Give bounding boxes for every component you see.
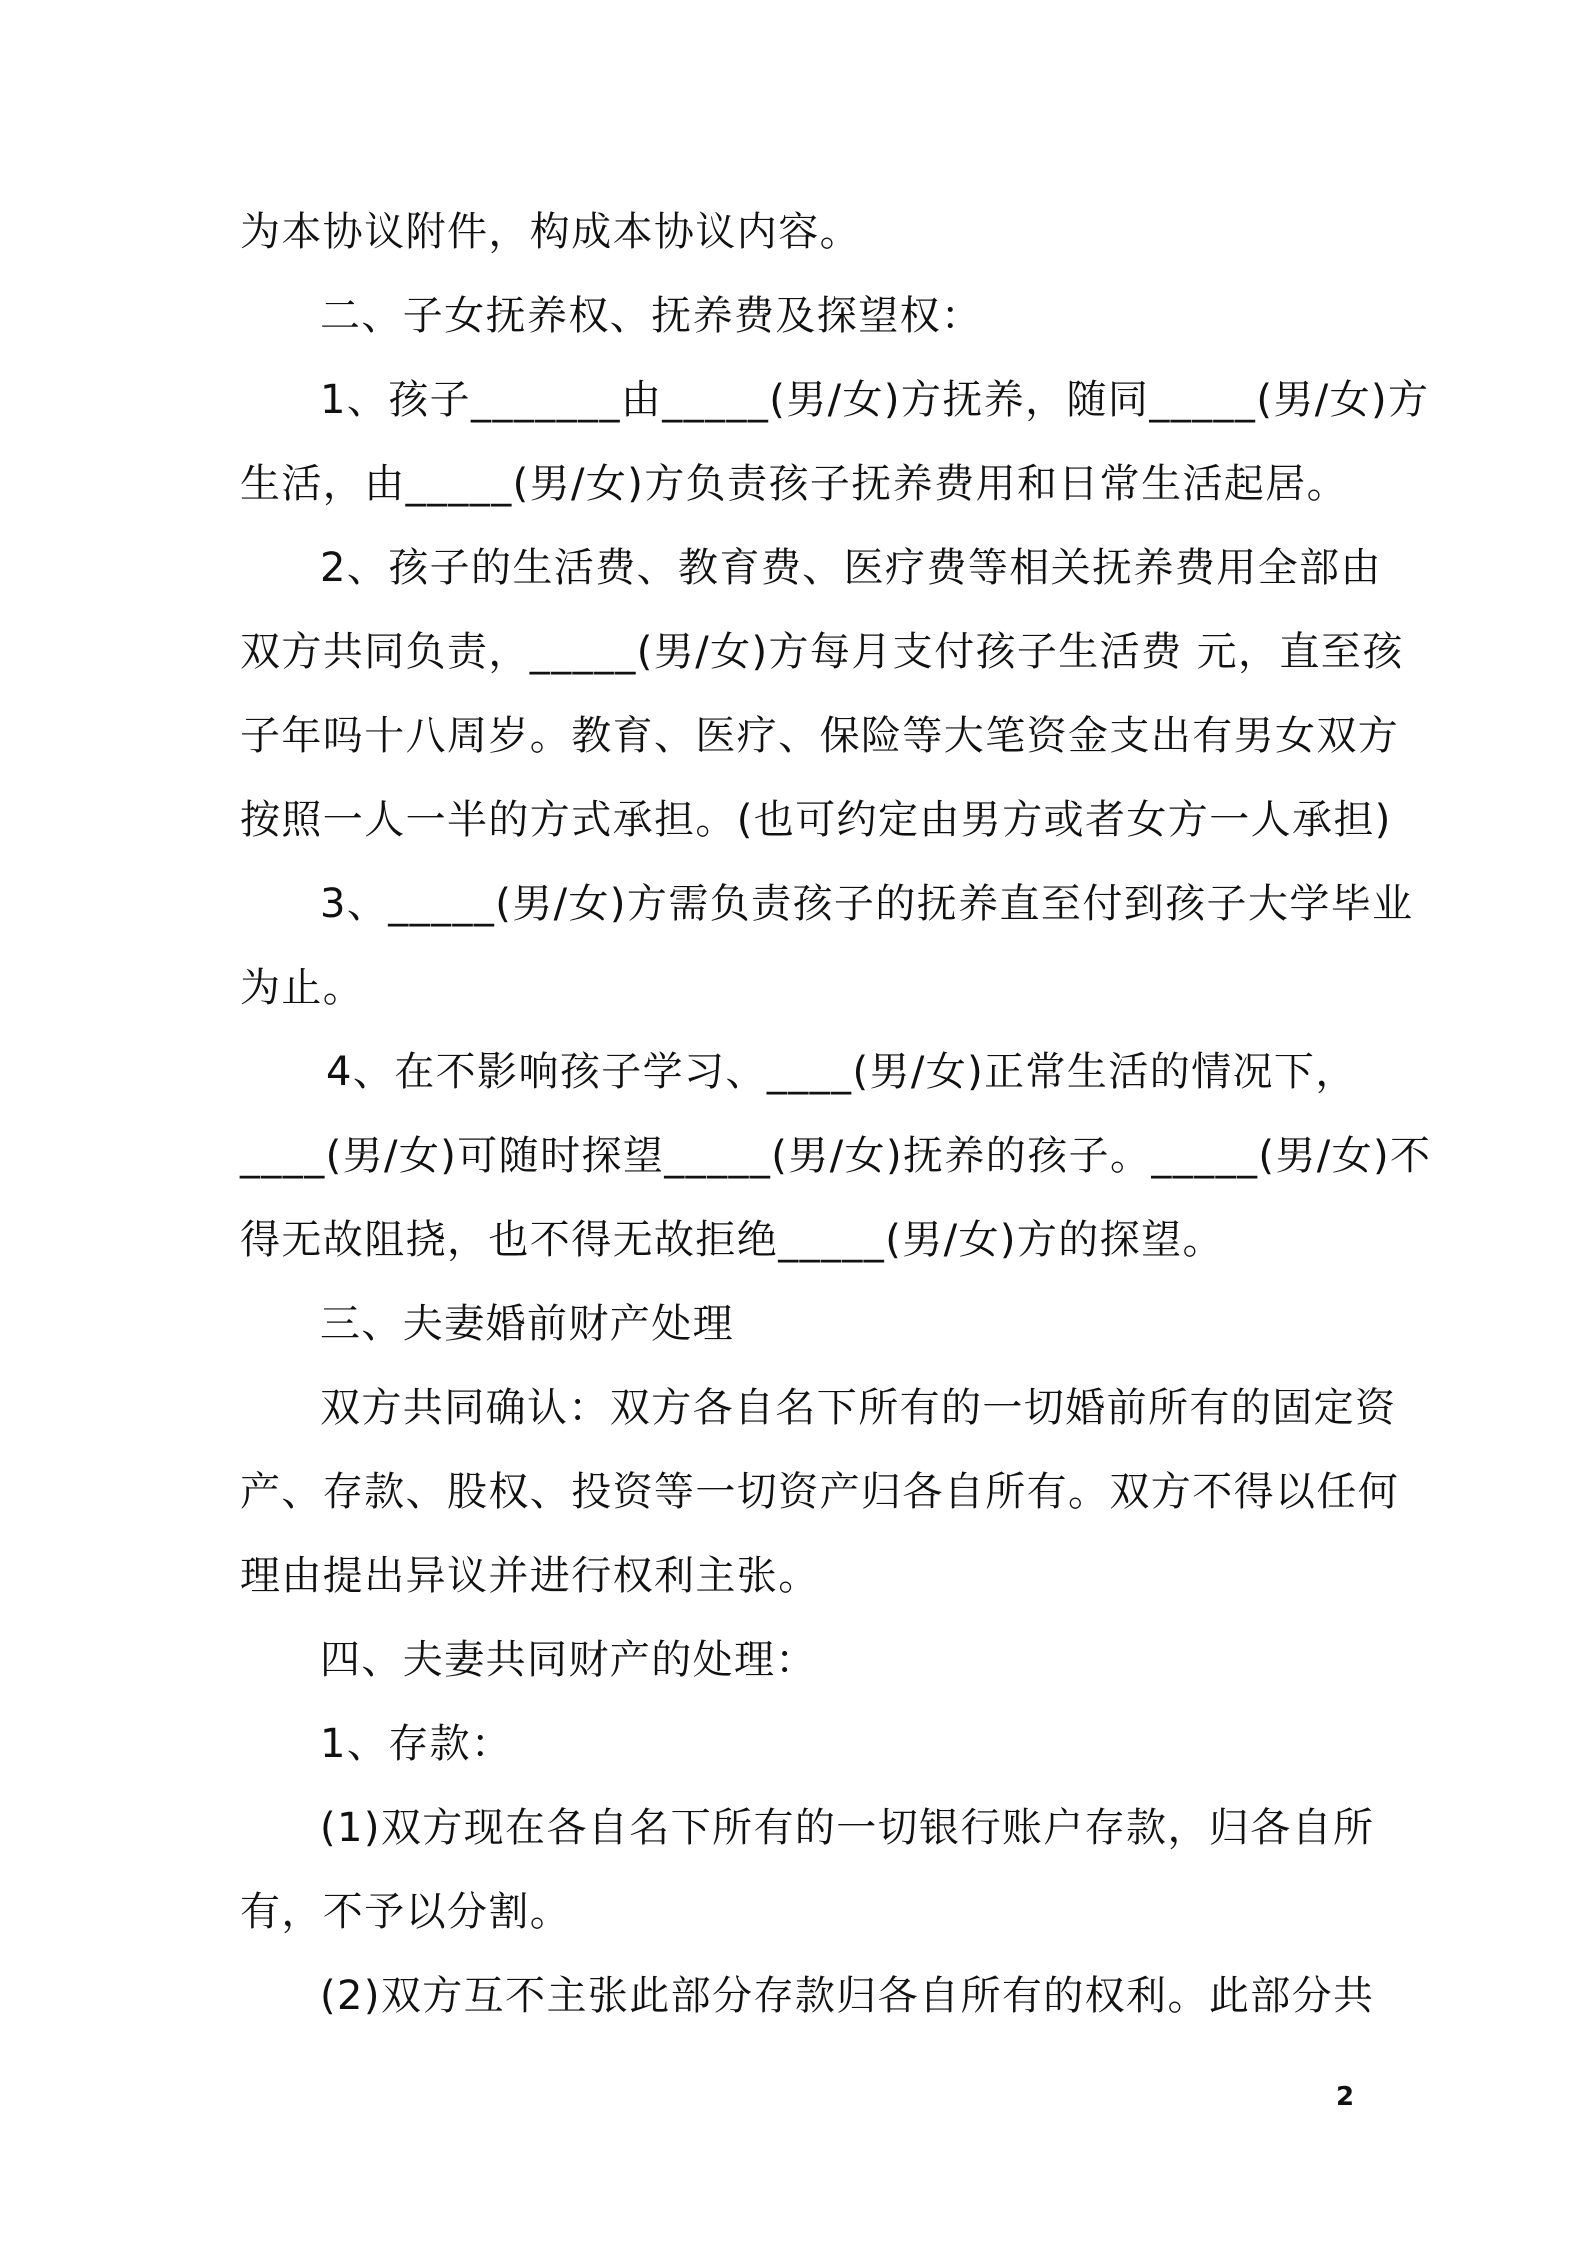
- text-line: 产、存款、股权、投资等一切资产归各自所有。双方不得以任何: [240, 1469, 1400, 1515]
- document-body: [240, 190, 1432, 2038]
- subsection-heading-deposits: 1、存款：: [320, 1721, 513, 1767]
- text-line: 为止。: [240, 965, 365, 1011]
- text-line: 生活，由_____(男/女)方负责孩子抚养费用和日常生活起居。: [240, 461, 1349, 507]
- section-heading-premarital-property: 三、夫妻婚前财产处理: [320, 1301, 734, 1347]
- text-line: (1)双方现在各自名下所有的一切银行账户存款，归各自所: [320, 1805, 1375, 1851]
- page-number: 2: [1336, 2082, 1355, 2112]
- section-heading-custody: 二、子女抚养权、抚养费及探望权：: [320, 293, 983, 339]
- text-line: 1、孩子_______由_____(男/女)方抚养，随同_____(男/女)方: [320, 377, 1430, 423]
- text-line: 有，不予以分割。: [240, 1889, 572, 1935]
- text-line: ____(男/女)可随时探望_____(男/女)抚养的孩子。_____(男/女)不: [240, 1133, 1432, 1179]
- text-line: 2、孩子的生活费、教育费、医疗费等相关抚养费用全部由: [320, 545, 1382, 591]
- text-line: 4、在不影响孩子学习、____(男/女)正常生活的情况下，: [326, 1049, 1357, 1095]
- text-line: 子年吗十八周岁。教育、医疗、保险等大笔资金支出有男女双方: [240, 713, 1400, 759]
- text-line: 为本协议附件，构成本协议内容。: [240, 209, 861, 255]
- text-line: 得无故阻挠，也不得无故拒绝_____(男/女)方的探望。: [240, 1217, 1224, 1263]
- text-line: 双方共同确认：双方各自名下所有的一切婚前所有的固定资: [320, 1385, 1397, 1431]
- text-line: 双方共同负责，_____(男/女)方每月支付孩子生活费 元，直至孩: [240, 629, 1404, 675]
- text-line: (2)双方互不主张此部分存款归各自所有的权利。此部分共: [320, 1973, 1375, 2019]
- section-heading-joint-property: 四、夫妻共同财产的处理：: [320, 1637, 817, 1683]
- text-line: 3、_____(男/女)方需负责孩子的抚养直至付到孩子大学毕业: [320, 881, 1414, 927]
- text-line: 按照一人一半的方式承担。(也可约定由男方或者女方一人承担): [240, 797, 1392, 843]
- text-line: 理由提出异议并进行权利主张。: [240, 1553, 820, 1599]
